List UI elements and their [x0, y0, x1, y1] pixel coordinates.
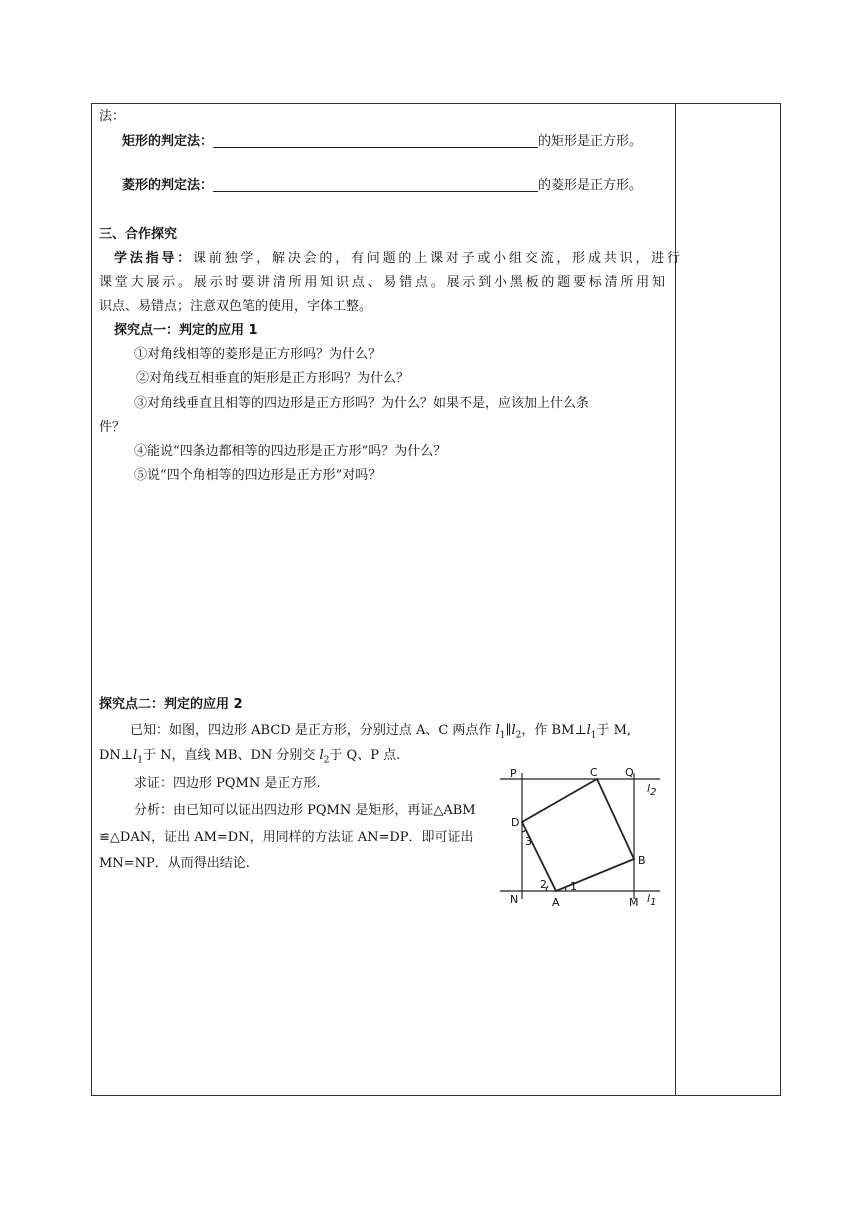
label-d: D — [511, 816, 520, 829]
question-3-continued: 件？ — [99, 420, 126, 435]
label-q: Q — [625, 766, 634, 779]
label-angle-3: 3 — [525, 835, 532, 848]
rhombus-criterion-suffix: 的菱形是正方形。 — [538, 178, 643, 193]
rhombus-answer-blank[interactable] — [213, 177, 538, 192]
rectangle-answer-blank[interactable] — [213, 133, 538, 148]
label-angle-2: 2 — [540, 878, 547, 891]
guide-line-3: 识点、易错点；注意双色笔的使用，字体工整。 — [99, 299, 373, 314]
given-line-1: 已知：如图，四边形 ABCD 是正方形，分别过点 A、C 两点作 $l_1\parallel l_2$，作 $BM\perp l_1$于 M, — [130, 723, 632, 741]
guide-line-2: 课堂大展示。展示时要讲清所用知识点、易错点。展示到小黑板的题要标清所用知 — [99, 275, 665, 290]
rectangle-criterion — [122, 133, 642, 151]
label-angle-1: 1 — [570, 880, 577, 893]
point2-heading: 探究点二：判定的应用 2 — [99, 697, 243, 712]
question-2: ②对角线互相垂直的矩形是正方形吗？为什么？ — [136, 371, 410, 386]
rectangle-criterion-label: 矩形的判定法： — [122, 134, 214, 149]
rectangle-criterion-suffix: 的矩形是正方形。 — [538, 134, 643, 149]
rhombus-criterion-label: 菱形的判定法： — [122, 178, 214, 193]
question-4: ④能说“四条边都相等的四边形是正方形”吗？为什么？ — [134, 444, 447, 459]
question-5: ⑤说“四个角相等的四边形是正方形”对吗？ — [134, 468, 382, 483]
section-heading: 三、合作探究 — [99, 227, 178, 242]
label-m: M — [629, 896, 639, 909]
label-p: P — [510, 767, 517, 780]
analysis-line-1: 分析：由已知可以证出四边形 PQMN 是矩形，再证△ABM — [134, 803, 476, 818]
intro-tail: 法： — [99, 109, 126, 124]
rhombus-criterion — [122, 177, 642, 195]
guide-line-1: 学法指导：课前独学，解决会的，有问题的上课对子或小组交流，形成共识，进行 — [114, 251, 680, 266]
guide-label: 学法指导： — [114, 251, 193, 266]
label-b: B — [638, 854, 646, 867]
prove-statement: 求证：四边形 PQMN 是正方形. — [134, 776, 321, 791]
label-l1: l1 — [647, 892, 657, 908]
analysis-line-2: ≌△DAN，证出 AM=DN，用同样的方法证 AN=DP．即可证出 — [99, 830, 474, 845]
question-3: ③对角线垂直且相等的四边形是正方形吗？为什么？如果不是，应该加上什么条 — [134, 396, 590, 411]
square-abcd — [522, 779, 634, 891]
label-n: N — [510, 893, 519, 906]
given-line-2: $DN\perp l_1$于 N，直线 MB、DN 分别交 $l_2$于 Q、P 点. — [99, 748, 401, 766]
square-proof-figure — [500, 765, 670, 915]
label-c: C — [590, 766, 598, 779]
label-l2: l2 — [647, 782, 657, 798]
label-a: A — [552, 896, 560, 909]
question-1: ①对角线相等的菱形是正方形吗？为什么？ — [134, 347, 382, 362]
point1-heading: 探究点一：判定的应用 1 — [114, 323, 258, 338]
analysis-line-3: MN=NP．从而得出结论. — [99, 856, 250, 871]
